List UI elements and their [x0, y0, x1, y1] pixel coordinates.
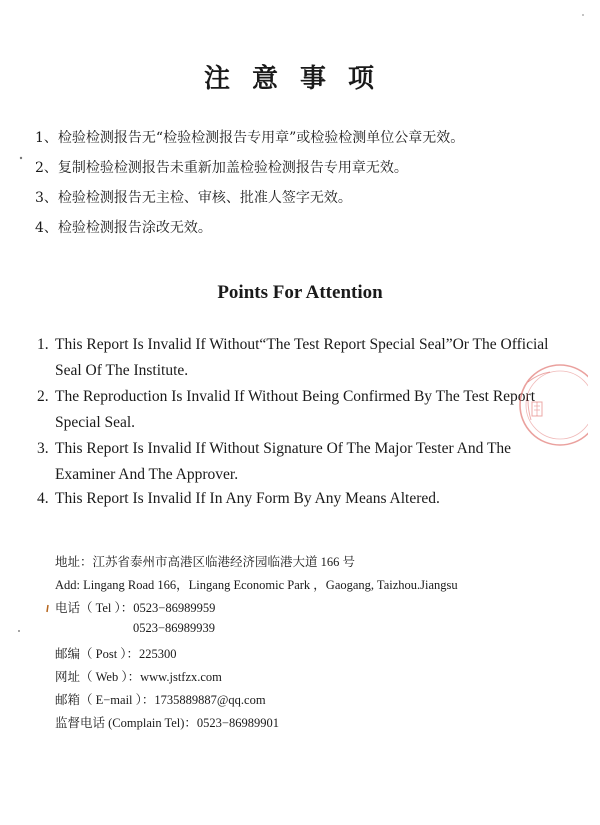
english-item-text: This Report Is Invalid If Without Signature Of The Major Tester And The Examiner And The Approver.: [55, 440, 512, 483]
scan-speck: [580, 12, 586, 18]
chinese-title: 注意事项: [203, 64, 396, 94]
telephone-1: 电话（ Tel ）：0523−86989959: [55, 601, 216, 615]
scan-speck: [45, 604, 51, 614]
complaint-telephone: 监督电话 (Complain Tel)：0523−86989901: [55, 716, 279, 730]
english-item-number: 1.: [37, 336, 49, 353]
english-item-number: 4.: [37, 490, 49, 507]
english-item-text: The Reproduction Is Invalid If Without Being Confirmed By The Test Report Special Seal.: [55, 388, 536, 431]
english-item-3: [37, 436, 557, 488]
chinese-item-4: 4、检验检测报告涂改无效。: [35, 220, 212, 236]
english-item-number: 3.: [37, 440, 49, 457]
address-chinese: 地址：江苏省泰州市高港区临港经济园临港大道 166 号: [55, 555, 356, 569]
postcode: 邮编（ Post ）：225300: [55, 647, 177, 661]
email: 邮箱（ E−mail ）：1735889887@qq.com: [55, 693, 266, 707]
telephone-2: 0523−86989939: [133, 621, 216, 635]
address-english: Add: Lingang Road 166，Lingang Economic Park ，Gaogang, Taizhou.Jiangsu: [55, 578, 458, 592]
english-item-text: This Report Is Invalid If In Any Form By Any Means Altered.: [55, 490, 440, 507]
scan-speck: [18, 155, 24, 161]
website: 网址（ Web ）：www.jstfzx.com: [55, 670, 222, 684]
english-item-4: [37, 486, 557, 512]
scan-speck: [16, 628, 22, 634]
red-seal-stamp: [498, 360, 588, 450]
chinese-item-1: 1、检验检测报告无“检验检测报告专用章”或检验检测单位公章无效。: [35, 130, 465, 146]
english-item-text: This Report Is Invalid If Without“The Test Report Special Seal”Or The Official Seal Of The Institute.: [55, 336, 549, 379]
english-title: Points For Attention: [217, 282, 383, 303]
english-item-2: [37, 384, 557, 436]
english-item-number: 2.: [37, 388, 49, 405]
english-item-1: [37, 332, 557, 384]
chinese-item-2: 2、复制检验检测报告未重新加盖检验检测报告专用章无效。: [35, 160, 408, 176]
chinese-item-3: 3、检验检测报告无主检、审核、批准人签字无效。: [35, 190, 352, 206]
